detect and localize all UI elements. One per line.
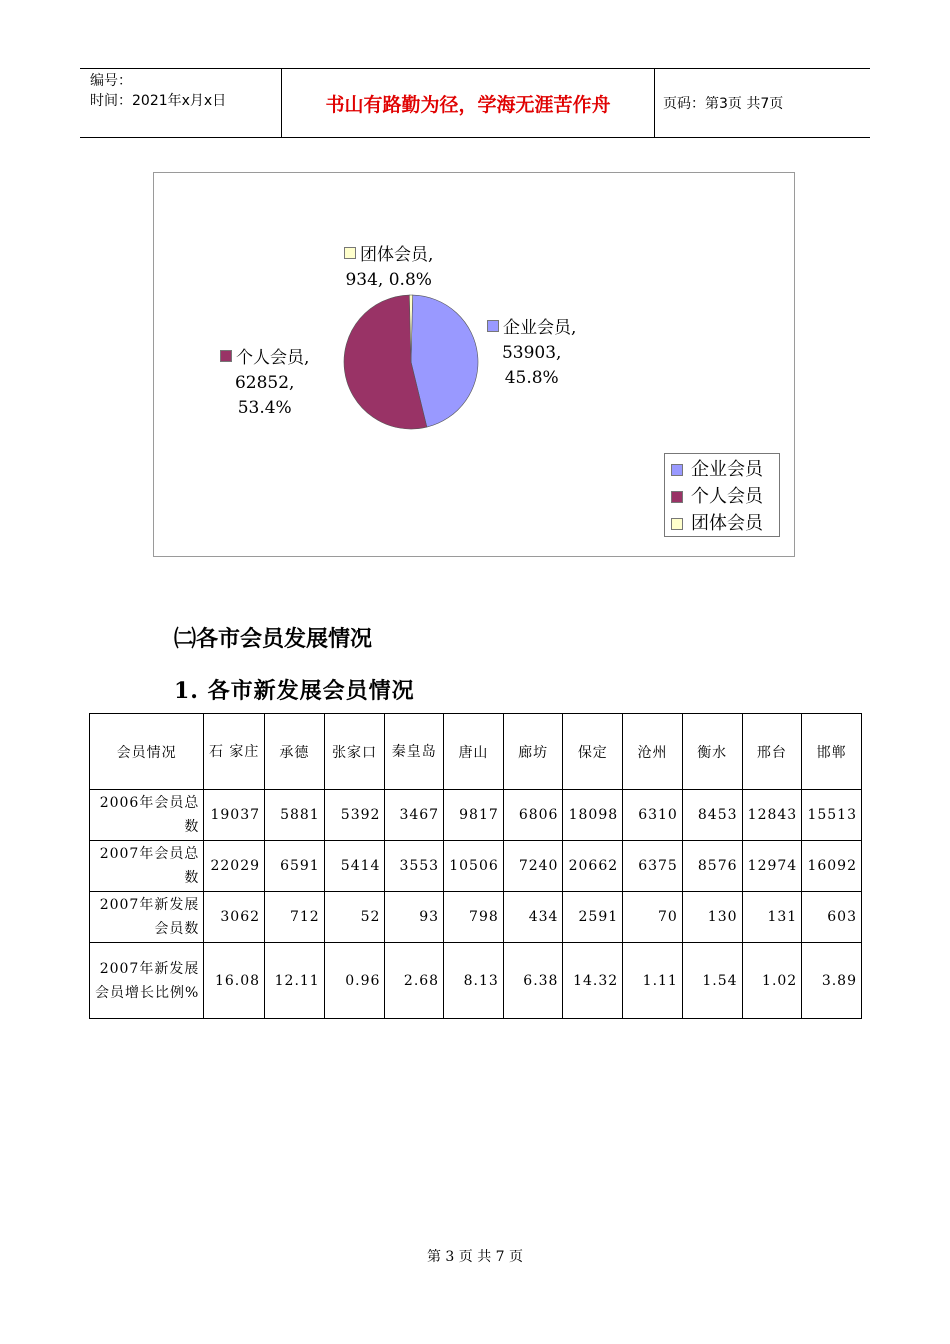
label-personal-value: 62852,: [234, 373, 295, 393]
table-cell: 712: [265, 892, 325, 943]
table-cell: 5881: [265, 790, 325, 841]
table-header-cell: 邯郸: [802, 714, 862, 790]
table-cell: 0.96: [324, 943, 385, 1019]
table-row-label: 2007年新发展会员数: [90, 892, 204, 943]
table-cell: 1.02: [742, 943, 802, 1019]
label-enterprise: [487, 316, 576, 391]
label-personal: [220, 346, 309, 421]
table-header-cell: 衡水: [682, 714, 742, 790]
chart-legend: [664, 453, 780, 537]
table-cell: 52: [324, 892, 385, 943]
legend-swatch-enterprise: [671, 464, 683, 476]
table-cell: 10506: [444, 841, 504, 892]
legend-label-personal: 个人会员: [691, 486, 763, 507]
table-cell: 8453: [682, 790, 742, 841]
doc-date: 时间：2021年x月x日: [90, 93, 227, 109]
label-personal-key: [220, 350, 232, 362]
page-footer: 第 3 页 共 7 页: [426, 1249, 524, 1265]
table-row-label: 2007年会员总数: [90, 841, 204, 892]
table-header-cell: 廊坊: [503, 714, 563, 790]
table-row: [90, 790, 862, 841]
legend-item-personal: [671, 483, 779, 510]
table-row: [90, 943, 862, 1019]
table-row: [90, 841, 862, 892]
table-header-cell: 会员情况: [90, 714, 204, 790]
doc-number: 编号：: [90, 73, 132, 89]
table-cell: 16092: [802, 841, 862, 892]
table-header-cell: 承德: [265, 714, 325, 790]
table-cell: 3553: [385, 841, 444, 892]
table-cell: 19037: [204, 790, 265, 841]
table-cell: 2.68: [385, 943, 444, 1019]
table-row: [90, 892, 862, 943]
legend-swatch-group: [671, 518, 683, 530]
label-enterprise-key: [487, 320, 499, 332]
table-header-cell: 唐山: [444, 714, 504, 790]
table-cell: 6591: [265, 841, 325, 892]
table-cell: 1.11: [623, 943, 683, 1019]
label-enterprise-value: 53903,: [501, 343, 562, 363]
table-cell: 6310: [623, 790, 683, 841]
table-cell: 22029: [204, 841, 265, 892]
table-cell: 5392: [324, 790, 385, 841]
legend-label-group: 团体会员: [691, 513, 763, 534]
table-cell: 20662: [563, 841, 623, 892]
subsection-heading: 1. 各市新发展会员情况: [174, 678, 415, 704]
pie-chart: [153, 172, 795, 557]
legend-item-enterprise: [671, 456, 779, 483]
page-header: [80, 68, 870, 138]
label-group-name: 团体会员,: [360, 245, 434, 265]
label-personal-percent: 53.4%: [237, 398, 292, 418]
table-cell: 18098: [563, 790, 623, 841]
table-cell: 603: [802, 892, 862, 943]
table-cell: 5414: [324, 841, 385, 892]
legend-item-group: [671, 510, 779, 537]
table-cell: 93: [385, 892, 444, 943]
header-page-number: 页码：第3页 共7页: [663, 96, 784, 112]
table-cell: 3467: [385, 790, 444, 841]
table-row-label: 2006年会员总数: [90, 790, 204, 841]
table-cell: 6806: [503, 790, 563, 841]
label-group-value: 934, 0.8%: [345, 270, 432, 290]
table-cell: 8576: [682, 841, 742, 892]
label-group-key: [344, 247, 356, 259]
table-header-cell: 保定: [563, 714, 623, 790]
legend-swatch-personal: [671, 491, 683, 503]
table-cell: 16.08: [204, 943, 265, 1019]
table-cell: 131: [742, 892, 802, 943]
table-cell: 6375: [623, 841, 683, 892]
table-cell: 798: [444, 892, 504, 943]
table-cell: 12974: [742, 841, 802, 892]
table-cell: 6.38: [503, 943, 563, 1019]
header-motto: 书山有路勤为径，学海无涯苦作舟: [282, 69, 655, 137]
table-cell: 8.13: [444, 943, 504, 1019]
label-personal-name: 个人会员,: [236, 348, 310, 368]
label-enterprise-name: 企业会员,: [503, 318, 577, 338]
table-header-cell: 沧州: [623, 714, 683, 790]
table-cell: 1.54: [682, 943, 742, 1019]
table-cell: 3.89: [802, 943, 862, 1019]
section-heading: ㈡各市会员发展情况: [174, 626, 373, 652]
table-cell: 9817: [444, 790, 504, 841]
table-header-cell: 张家口: [324, 714, 385, 790]
table-cell: 15513: [802, 790, 862, 841]
table-cell: 12843: [742, 790, 802, 841]
member-table: [89, 713, 862, 1019]
table-cell: 14.32: [563, 943, 623, 1019]
table-cell: 70: [623, 892, 683, 943]
table-cell: 7240: [503, 841, 563, 892]
table-row-label: 2007年新发展会员增长比例%: [90, 943, 204, 1019]
table-header-cell: 秦皇岛: [385, 714, 444, 790]
legend-label-enterprise: 企业会员: [691, 459, 763, 480]
table-header-cell: 石 家庄: [204, 714, 265, 790]
table-cell: 2591: [563, 892, 623, 943]
label-enterprise-percent: 45.8%: [504, 368, 559, 388]
table-header-cell: 邢台: [742, 714, 802, 790]
table-cell: 130: [682, 892, 742, 943]
header-meta: [80, 69, 282, 137]
table-header-row: [90, 714, 862, 790]
table-cell: 434: [503, 892, 563, 943]
table-cell: 3062: [204, 892, 265, 943]
label-group: [344, 243, 433, 293]
table-cell: 12.11: [265, 943, 325, 1019]
